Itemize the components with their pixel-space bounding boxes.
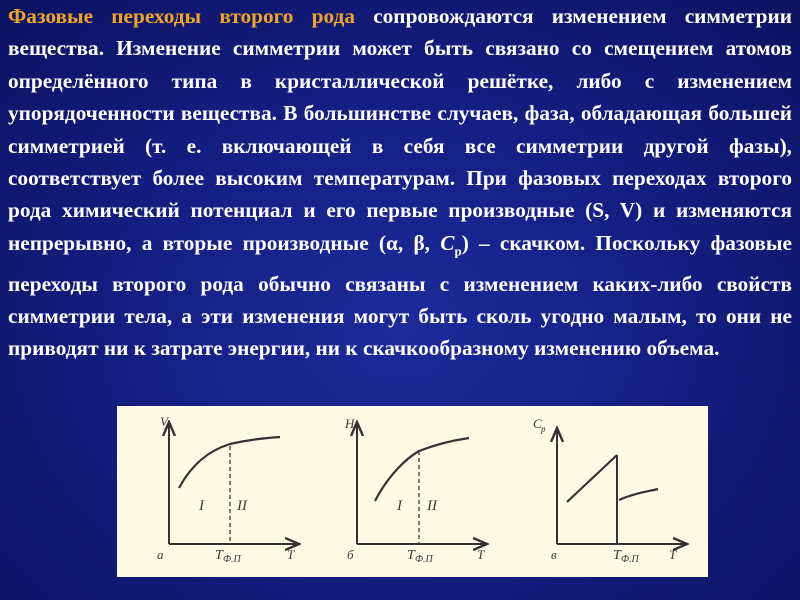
- cp-symbol: C: [440, 230, 455, 255]
- graph-b-curve: [375, 438, 469, 501]
- graph-c-curve-low: [567, 455, 617, 502]
- graph-b-tc-label: T: [407, 548, 415, 563]
- paragraph-text-part2: ) – скачком. Поскольку фазовые переходы второго рода обычно связаны с изменением каких-либо свойств симметрии тела, а эти изменения могут быть сколь угодно малым, то они не приводят ни к затрате энергии, ни к скачкообразному изменению объема.: [8, 230, 792, 361]
- graph-a-x-label: T: [287, 547, 295, 562]
- graph-a-letter: а: [157, 547, 164, 562]
- cp-subscript: p: [454, 243, 462, 259]
- graph-c-curve-high: [619, 489, 658, 500]
- graph-a-phase2-label: II: [237, 498, 247, 514]
- graph-c-tc-sub: Ф.П: [621, 554, 639, 565]
- graph-a: [157, 414, 297, 565]
- graph-c-y-sub: p: [541, 424, 546, 434]
- graph-a-phase1-label: I: [199, 498, 204, 514]
- graph-c-x-label: T: [669, 547, 677, 562]
- graph-a-y-label: V: [160, 414, 168, 429]
- graph-c-letter: в: [551, 547, 557, 562]
- main-paragraph: [8, 0, 792, 365]
- graph-b-phase2-label: II: [427, 498, 437, 514]
- graph-b-phase1-label: I: [397, 498, 402, 514]
- graph-b-tc-sub: Ф.П: [415, 554, 433, 565]
- graph-b-x-label: T: [477, 547, 485, 562]
- phase-transition-graphs: [117, 406, 708, 577]
- graph-c-y-label: C: [533, 416, 542, 431]
- graph-a-tc-label: T: [215, 548, 223, 563]
- highlight-term: Фазовые переходы второго рода: [8, 4, 355, 28]
- figure-panel: [117, 406, 708, 577]
- graph-b-letter: б: [347, 547, 354, 562]
- graph-b-y-label: H: [345, 416, 355, 431]
- graph-c-tc-label: T: [613, 548, 621, 563]
- paragraph-text-part1: сопровождаются изменением симметрии вещества. Изменение симметрии может быть связано со смещением атомов определённого типа в кристаллической решётке, либо с изменением упорядоченности вещества. В большинстве случаев, фаза, обладающая большей симметрией (т. е. включающей в себя все симметрии другой фазы), соответствует более высоким температурам. При фазовых переходах второго рода химический потенциал и его первые производные (S, V) и изменяются непрерывно, а вторые производные (α, β,: [8, 4, 793, 255]
- graph-c: [533, 416, 685, 565]
- graph-a-tc-sub: Ф.П: [223, 554, 241, 565]
- graph-b: [344, 416, 485, 565]
